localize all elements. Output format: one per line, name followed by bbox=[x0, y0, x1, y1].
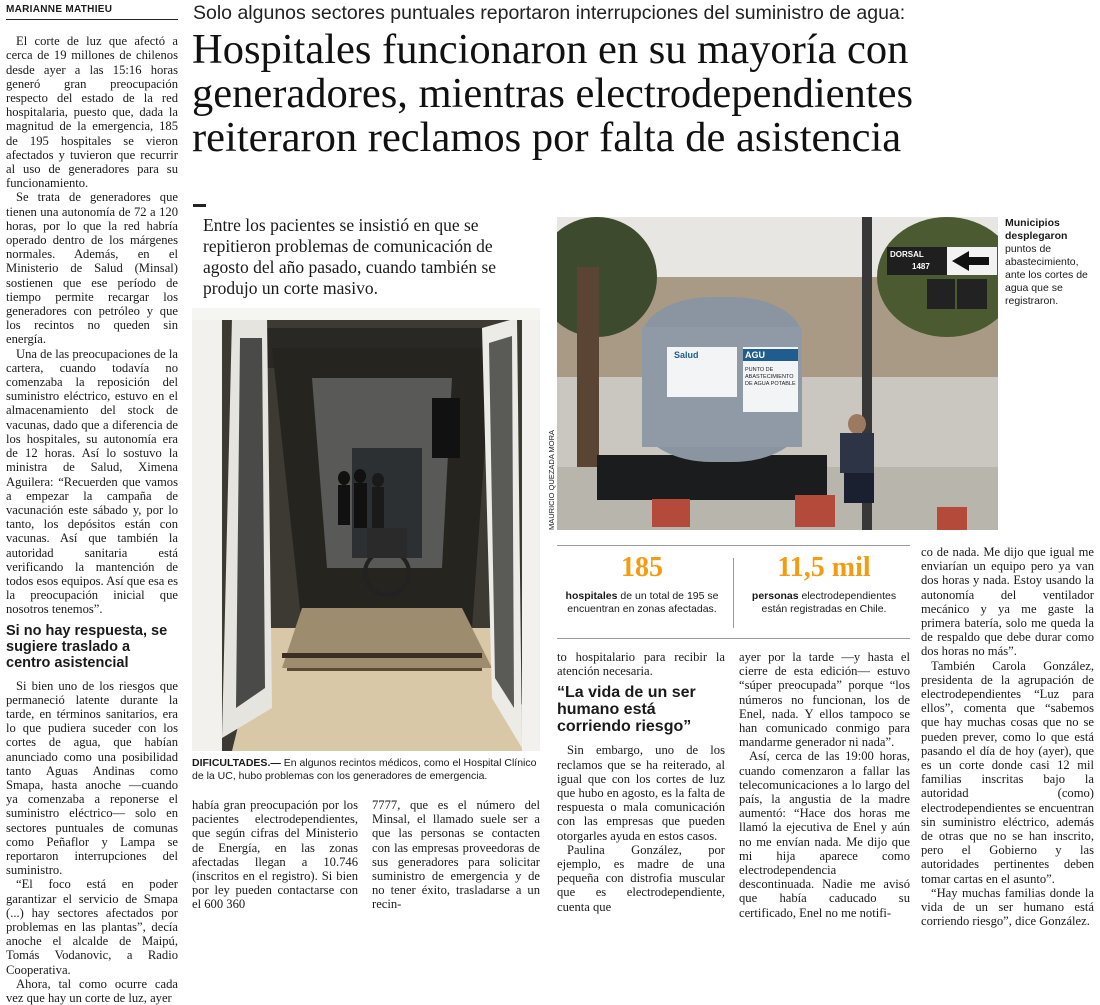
right-paragraph-3: “Hay muchas familias donde la vida de un ser humano está corriendo riesgo”, dice González. bbox=[921, 885, 1094, 929]
headline-line-1: Hospitales funcionaron en su mayoría con bbox=[192, 26, 909, 73]
byline: MARIANNE MATHIEU bbox=[6, 3, 178, 20]
tank-brand: AGU bbox=[745, 350, 765, 360]
mid1-paragraph-3: Paulina González, por ejemplo, es madre de una pequeña con distrofia muscular que es electrodependiente, cuenta que bbox=[557, 842, 725, 914]
bottom2-paragraph: 7777, que es el número del Minsal, el llamado suele ser a que las personas se contacten con las empresas proveedoras de sus generadores para solicitar suministro de emergencia y de no tener éxito, trasladarse a un recin- bbox=[372, 798, 540, 912]
stat-people bbox=[741, 554, 907, 615]
mid-column-1 bbox=[557, 650, 725, 914]
tank-label-salud: Salud bbox=[674, 350, 699, 360]
left-subhead: Si no hay respuesta, se sugiere traslado a centro asistencial bbox=[6, 622, 168, 671]
right-column bbox=[921, 545, 1094, 928]
stat-people-number: 11,5 mil bbox=[777, 552, 871, 583]
hallway-caption bbox=[192, 757, 540, 782]
left-paragraph-2: Se trata de generadores que tienen una autonomía de 72 a 120 horas, por lo que la red habría operado dentro de los márgenes normales. Además, en el Ministerio de Salud (Minsal) sostienen que ese período de tiempo permite recargar los generadores con petróleo y que los recintos no queden sin energía. bbox=[6, 190, 178, 347]
stat-hospitals-bold: hospitales bbox=[565, 590, 618, 602]
left-paragraph-6: Ahora, tal como ocurre cada vez que hay un corte de luz, ayer bbox=[6, 976, 178, 1005]
street-sign-number: 1487 bbox=[912, 262, 930, 271]
photo-credit: MAURICIO QUEZADA MORA bbox=[547, 429, 556, 530]
headline-line-2: generadores, mientras electrodependientes bbox=[192, 70, 913, 117]
left-paragraph-4: Si bien uno de los riesgos que permaneció latente durante la tarde, en términos sanitarios, era lo que pudiera suceder con los cortes de agua, que habían anunciado como una posibilidad tanto Aguas Andinas como Smapa, hasta anoche —cuando ya comenzaba a reponerse el suministro eléctrico— solo en sectores puntuales de comunas como Peñaflor y Lampa se reportaron interrupciones del suministro. bbox=[6, 678, 178, 878]
left-column bbox=[6, 3, 178, 1005]
hallway-caption-text: En algunos recintos médicos, como el Hospital Clínico de la UC, hubo problemas con los generadores de emergencia. bbox=[192, 757, 537, 782]
stat-hospitals bbox=[557, 554, 727, 615]
stats-box bbox=[557, 545, 910, 639]
stat-people-text bbox=[741, 590, 907, 615]
stat-people-desc: electrodependientes están registradas en Chile. bbox=[761, 590, 897, 615]
deck: Entre los pacientes se insistió en que se repitieron problemas de comunicación de agosto del año pasado, cuando también se produjo un corte masivo. bbox=[203, 215, 497, 298]
mid2-paragraph-1: ayer por la tarde —y hasta el cierre de esta edición— estuvo “súper preocupada” porque “los números no funcionan, los de Enel, nada. Y ellos tampoco se han comunicado conmigo para mandarme generador ni nada”. bbox=[739, 650, 910, 750]
mid1-paragraph-2: Sin embargo, uno de los reclamos que se ha reiterado, al igual que con los cortes de luz que hubo en agosto, es la falta de respuesta o mala comunicación con las empresas que pueden otorgarles ayuda en estos casos. bbox=[557, 743, 725, 843]
stat-hospitals-desc: de un total de 195 se encuentran en zonas afectadas. bbox=[567, 590, 719, 615]
hallway-caption-lead: DIFICULTADES.— bbox=[192, 757, 281, 769]
hallway-photo bbox=[192, 308, 540, 751]
quote-head: “La vida de un ser humano está corriendo riesgo” bbox=[557, 684, 696, 736]
tank-caption-text: puntos de abastecimiento, ante los cortes de agua que se registraron. bbox=[1005, 243, 1088, 307]
stat-hospitals-number: 185 bbox=[621, 552, 663, 583]
kicker: Solo algunos sectores puntuales reportaron interrupciones del suministro de agua: bbox=[193, 2, 906, 24]
left-paragraph-1: El corte de luz que afectó a cerca de 19 millones de chilenos desde ayer a las 15:16 horas generó gran preocupación respecto del estado de la red hospitalaria, puesto que, dada la magnitud de la emergencia, 185 de 195 hospitales se vieron afectados y tuvieron que recurrir al uso de generadores para su funcionamiento. bbox=[6, 34, 178, 191]
hallway-illustration bbox=[192, 308, 540, 751]
tank-label-abastecimiento: PUNTO DE ABASTECIMIENTO DE AGUA POTABLE bbox=[745, 367, 796, 387]
stat-people-bold: personas bbox=[751, 590, 799, 602]
bottom1-paragraph: había gran preocupación por los pacientes electrodependientes, que según cifras del Ministerio de Energía, en las zonas afectadas llegan a 10.746 (inscritos en el registro). Si bien por ley pueden contactarse con el 600 360 bbox=[192, 798, 358, 912]
deck-bullet bbox=[193, 204, 206, 207]
water-tank-photo bbox=[557, 217, 998, 530]
stats-divider bbox=[733, 558, 734, 628]
headline-line-3: reiteraron reclamos por falta de asistencia bbox=[192, 114, 902, 161]
left-paragraph-3: Una de las preocupaciones de la cartera, cuando todavía no comenzaba la reposición del suministro eléctrico, estuvo en el almacenamiento del stock de vacunas, dado que a diferencia de los hospitales, su autonomía era de 12 horas. Así lo sostuvo la ministra de Salud, Ximena Aguilera: “Recuerden que vamos a empezar la campaña de vacunación este sábado y, por lo tanto, los depósitos están con vacunas. Así que también la autoridad sanitaria está verificando la mantención de todos esos equipos. Así que esa es la preocupación inicial que nosotros tenemos”. bbox=[6, 346, 178, 617]
right-paragraph-2: También Carola González, presidenta de la agrupación de electrodependientes “Luz para ellos”, comenta que “sabemos que hay muchas cosas que no se pueden prever, como lo que está pasando el día de hoy (ayer), que es un corte donde casi 12 mil familias inscritas bajo la autoridad (como) electrodependientes se encuentran sin suministro eléctrico, además de otras que no se han inscrito, pero el Gobierno y las autoridades pertinentes deben tomar cartas en el asunto”. bbox=[921, 658, 1094, 886]
mid2-paragraph-2: Así, cerca de las 19:00 horas, cuando comenzaron a fallar las telecomunicaciones a lo largo del país, la angustia de la madre aumentó: “Hace dos horas me llamó la ejecutiva de Enel y aún no me envían nada. Me dijo que mi hija aparece como electrodependencia descontinuada. Nadie me avisó que había caducado su certificado, Enel no me notifi- bbox=[739, 749, 910, 920]
left-paragraph-5: “El foco está en poder garantizar el servicio de Smapa (...) hay sectores afectados por problemas en las plantas”, decía anoche el alcalde de Maipú, Tomás Vodanovic, a Radio Cooperativa. bbox=[6, 877, 178, 977]
bottom-column-1 bbox=[192, 798, 358, 912]
tank-caption bbox=[1005, 217, 1097, 308]
right-paragraph-1: co de nada. Me dijo que igual me enviarían un equipo pero ya van dos horas y nada. Estoy usando la autonomía del ventilador mecánico y ya me gaste la primera batería, solo me queda la de respaldo que debe durar como dos horas no más”. bbox=[921, 545, 1094, 659]
stat-hospitals-text bbox=[557, 590, 727, 615]
tank-caption-lead: Municipios desplegaron bbox=[1005, 217, 1068, 242]
mid1-paragraph-1: to hospitalario para recibir la atención necesaria. bbox=[557, 650, 725, 679]
bottom-column-2 bbox=[372, 798, 540, 912]
street-sign-name: DORSAL bbox=[890, 250, 924, 259]
headline bbox=[192, 28, 913, 160]
mid-column-2 bbox=[739, 650, 910, 920]
